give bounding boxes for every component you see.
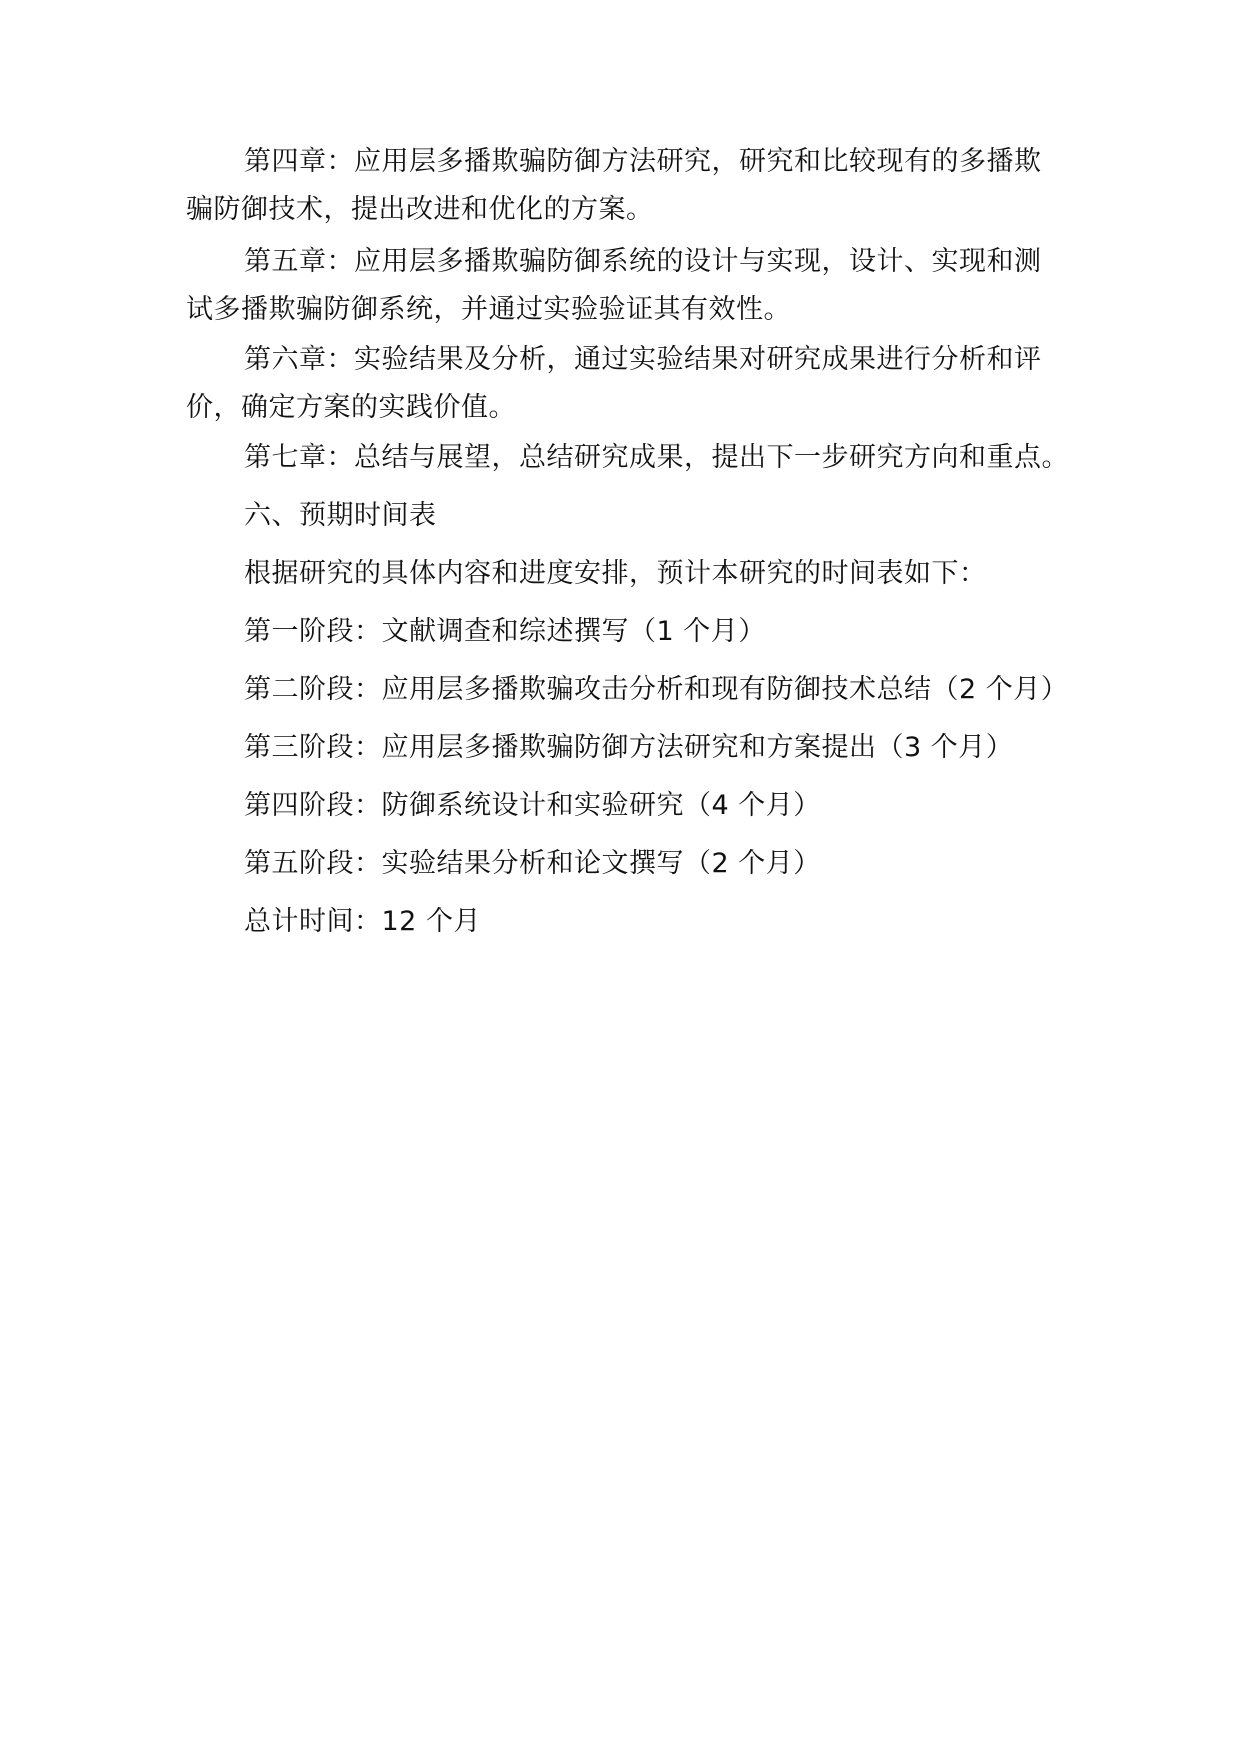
chapter-7-paragraph: 第七章：总结与展望，总结研究成果，提出下一步研究方向和重点。 <box>244 442 1069 473</box>
chapter-5-paragraph: 第五章：应用层多播欺骗防御系统的设计与实现，设计、实现和测试多播欺骗防御系统，并通过实验验证其有效性。 <box>186 246 1042 325</box>
stage-item: 第三阶段：应用层多播欺骗防御方法研究和方案提出（3 个月） <box>244 732 1014 763</box>
section-intro: 根据研究的具体内容和进度安排，预计本研究的时间表如下： <box>244 558 987 589</box>
stage-item: 第二阶段：应用层多播欺骗攻击分析和现有防御技术总结（2 个月） <box>244 674 1069 705</box>
chapter-6-paragraph: 第六章：实验结果及分析，通过实验结果对研究成果进行分析和评价，确定方案的实践价值。 <box>186 344 1042 423</box>
chapter-4-paragraph: 第四章：应用层多播欺骗防御方法研究，研究和比较现有的多播欺骗防御技术，提出改进和优化的方案。 <box>186 146 1042 225</box>
stage-item: 第一阶段：文献调查和综述撰写（1 个月） <box>244 616 766 647</box>
stage-item: 第四阶段：防御系统设计和实验研究（4 个月） <box>244 790 821 821</box>
stage-item: 第五阶段：实验结果分析和论文撰写（2 个月） <box>244 848 821 879</box>
total-time: 总计时间：12 个月 <box>244 906 481 937</box>
section-heading: 六、预期时间表 <box>244 500 437 531</box>
